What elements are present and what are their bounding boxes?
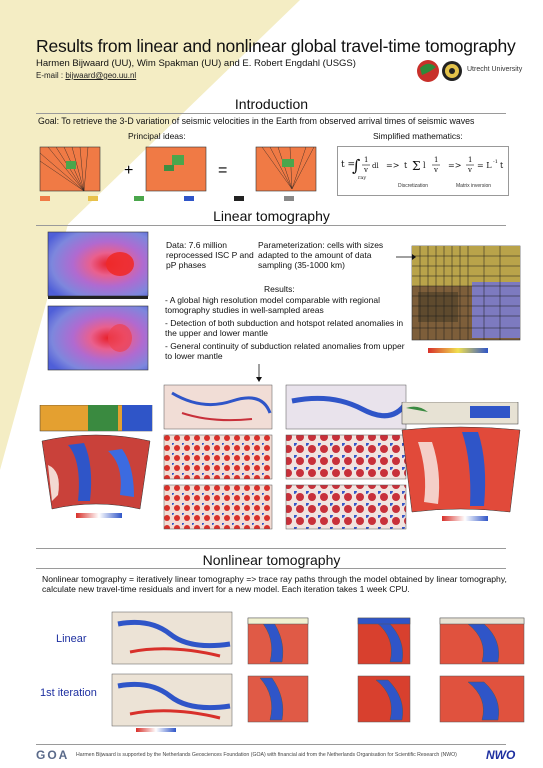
divider	[36, 744, 506, 745]
math-sum: Σ	[412, 159, 421, 173]
math-result-num: 1	[468, 156, 473, 164]
email-line	[36, 71, 136, 80]
goa-logo: GOA	[36, 748, 70, 762]
combined-panel	[256, 147, 316, 191]
email-label: E-mail :	[36, 71, 64, 80]
math-note-1: Discretization	[398, 183, 429, 189]
nonlinear-comparison-panels	[110, 604, 530, 734]
footer-text: Harmen Bijwaard is supported by the Netherlands Geosciences Foundation (GOA) with financial aid from the Netherlands Organisation for Scientific Research (NWO)	[76, 752, 457, 758]
math-integral-sub: ray	[358, 175, 367, 181]
plus-operator: +	[124, 162, 134, 179]
email-address[interactable]: bijwaard@geo.uu.nl	[65, 71, 137, 80]
authors-line: Harmen Bijwaard (UU), Wim Spakman (UU) and E. Robert Engdahl (USGS)	[36, 58, 356, 69]
math-note-2: Matrix inversion	[456, 183, 492, 189]
arrow-down-icon	[254, 364, 264, 382]
math-arrow-1: =>	[386, 161, 400, 170]
math-frac-num: 1	[364, 156, 369, 164]
math-arrow-2: =>	[448, 161, 462, 170]
principal-ideas-diagram	[38, 145, 328, 207]
math-frac-den: v	[364, 166, 368, 174]
nonlinear-text: Nonlinear tomography = iteratively linear tomography => trace ray paths through the model obtained by linear tomography, calculate new travel-time residuals and invert for a new model. Each iteration takes 1 week CPU.	[42, 574, 507, 594]
svg-text:∫: ∫	[352, 156, 361, 175]
linear-param-text: Parameterization: cells with sizes adapted to the amount of data sampling (35-1000 km)	[258, 240, 384, 270]
institution-name: Utrecht University	[467, 66, 523, 73]
math-t-eq: t =	[341, 160, 356, 170]
label-linear: Linear	[56, 633, 87, 645]
cross-section-left	[38, 405, 156, 525]
math-frac2-num: 1	[434, 156, 439, 164]
math-frac2-den: v	[434, 166, 438, 174]
nonlinear-heading: Nonlinear tomography	[202, 552, 341, 568]
results-label: Results:	[264, 284, 295, 294]
equals-operator: =	[218, 162, 228, 179]
data-density-plots	[38, 228, 160, 378]
math-ti: t	[404, 161, 408, 170]
math-result-t: t	[500, 161, 504, 170]
intro-goal: Goal: To retrieve the 3-D variation of seismic velocities in the Earth from observed arrival times of seismic waves	[38, 116, 475, 126]
results-item-1: - A global high resolution model comparable with regional tomography studies in well-sampled areas	[165, 295, 380, 315]
globe-logo-icon	[416, 58, 464, 84]
intro-heading: Introduction	[234, 96, 309, 112]
math-result-pow: -1	[493, 159, 498, 165]
results-item-2: - Detection of both subduction and hotspot related anomalies in the upper and lower mantle	[165, 318, 404, 338]
nwo-logo: NWO	[486, 748, 516, 762]
math-dl: dl	[372, 162, 379, 170]
parameterization-grid-plot	[408, 242, 526, 360]
linear-data-text: Data: 7.6 million reprocessed ISC P and pP phases	[166, 240, 254, 270]
simplified-math-label: Simplified mathematics:	[373, 131, 463, 141]
arrow-right-icon	[396, 252, 416, 262]
results-item-3: - General continuity of subduction related anomalies from upper to lower mantle	[165, 341, 405, 361]
math-result-den: v	[468, 166, 472, 174]
anomaly-panel	[146, 147, 206, 191]
math-lij: l	[423, 161, 426, 170]
depth-slice-maps	[162, 383, 412, 533]
divider	[36, 113, 506, 114]
principal-ideas-label: Principal ideas:	[128, 131, 186, 141]
ray-paths-panel	[40, 147, 100, 191]
math-box	[337, 146, 509, 196]
divider	[36, 568, 506, 569]
cross-section-right	[398, 402, 528, 528]
math-formula	[338, 147, 508, 195]
label-first-iteration: 1st iteration	[40, 687, 97, 699]
divider	[36, 548, 506, 549]
linear-heading: Linear tomography	[213, 208, 330, 224]
math-result-rhs: = L	[477, 161, 492, 170]
divider	[36, 225, 506, 226]
poster-title: Results from linear and nonlinear global travel-time tomography	[36, 36, 516, 56]
